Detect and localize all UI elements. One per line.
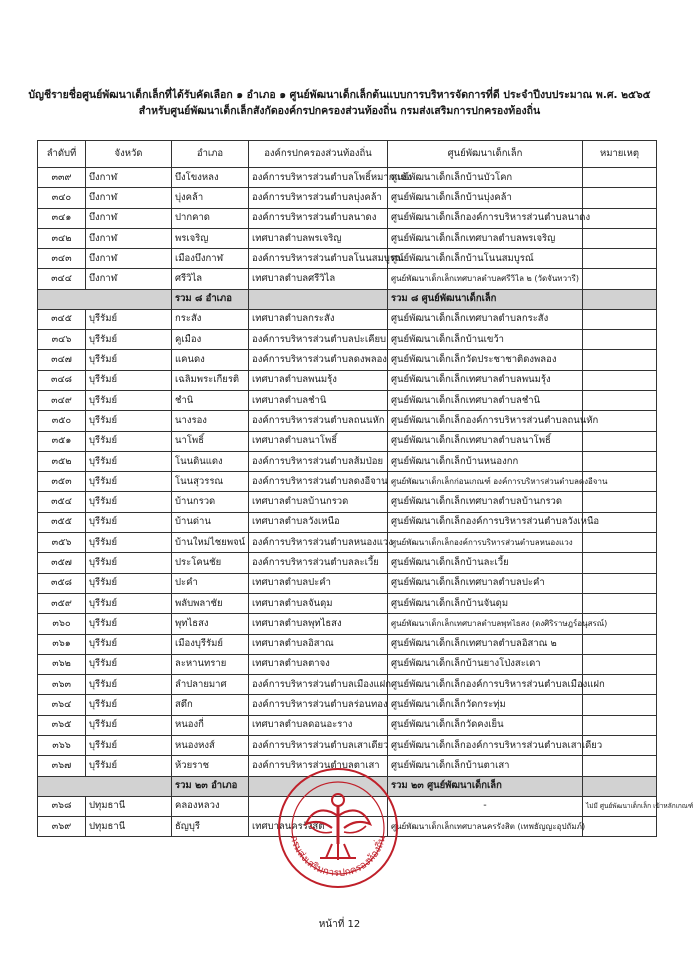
cell-no: ๓๓๙ (38, 168, 86, 188)
cell-no: ๓๕๑ (38, 431, 86, 451)
cell-lao: องค์การบริหารส่วนตำบลดงพลอง (249, 350, 388, 370)
cell-district: บุ่งคล้า (172, 188, 249, 208)
cell-province: บุรีรัมย์ (86, 695, 172, 715)
cell-center: ศูนย์พัฒนาเด็กเล็กบ้านเขว้า (388, 330, 583, 350)
table-row (38, 370, 657, 390)
cell-no: ๓๔๙ (38, 390, 86, 410)
cell-district: โนนสุวรรณ (172, 472, 249, 492)
cell-center: ศูนย์พัฒนาเด็กเล็กเทศบาลตำบลพุทไธสง (ดงศิริราษฎร์อนุสรณ์) (388, 614, 583, 634)
cell-lao: องค์การบริหารส่วนตำบลโนนสมบูรณ์ (249, 249, 388, 269)
cell-no: ๓๕๔ (38, 492, 86, 512)
table-row (38, 675, 657, 695)
cell-district: บึงโขงหลง (172, 168, 249, 188)
cell-center: ศูนย์พัฒนาเด็กเล็กเทศบาลตำบลกระสัง (388, 309, 583, 329)
subtotal-blank (38, 776, 172, 796)
cell-district: บ้านด่าน (172, 512, 249, 532)
cell-district: ศรีวิไล (172, 269, 249, 289)
cell-district: ละหานทราย (172, 654, 249, 674)
cell-lao: เทศบาลตำบลนาโพธิ์ (249, 431, 388, 451)
cell-note (583, 593, 657, 613)
cell-no: ๓๕๕ (38, 512, 86, 532)
cell-no: ๓๔๐ (38, 188, 86, 208)
cell-province: ปทุมธานี (86, 796, 172, 816)
cell-center: ศูนย์พัฒนาเด็กเล็กวัดคงเย็น (388, 715, 583, 735)
col-header-no: ลำดับที่ (38, 141, 86, 168)
cell-center: ศูนย์พัฒนาเด็กเล็กบ้านตาเสา (388, 756, 583, 776)
cell-district: บ้านใหม่ไชยพจน์ (172, 533, 249, 553)
cell-district: หนองกี่ (172, 715, 249, 735)
cell-province: ปทุมธานี (86, 816, 172, 836)
cell-province: บุรีรัมย์ (86, 573, 172, 593)
cell-no: ๓๕๒ (38, 451, 86, 471)
cell-district: บ้านกรวด (172, 492, 249, 512)
cell-district: ลำปลายมาศ (172, 675, 249, 695)
cell-district: เฉลิมพระเกียรติ (172, 370, 249, 390)
cell-district: ปากคาด (172, 208, 249, 228)
cell-lao: องค์การบริหารส่วนตำบลหนองแวง (249, 533, 388, 553)
cell-province: บุรีรัมย์ (86, 756, 172, 776)
cell-district: ปะคำ (172, 573, 249, 593)
subtotal-blank (38, 289, 172, 309)
cell-center: ศูนย์พัฒนาเด็กเล็กก่อนเกณฑ์ องค์การบริหารส่วนตำบลดงอีจาน (388, 472, 583, 492)
subtotal-blank (249, 289, 388, 309)
table-row (38, 269, 657, 289)
cell-note (583, 492, 657, 512)
cell-province: บุรีรัมย์ (86, 431, 172, 451)
cell-center: ศูนย์พัฒนาเด็กเล็กองค์การบริหารส่วนตำบลเมืองแฝก (388, 675, 583, 695)
cell-province: บุรีรัมย์ (86, 512, 172, 532)
subtotal-row (38, 289, 657, 309)
table-row (38, 634, 657, 654)
cell-note (583, 451, 657, 471)
cell-lao: เทศบาลตำบลพนมรุ้ง (249, 370, 388, 390)
cell-district: พุทไธสง (172, 614, 249, 634)
cell-province: บุรีรัมย์ (86, 451, 172, 471)
cell-note (583, 249, 657, 269)
table-row (38, 695, 657, 715)
cell-lao: เทศบาลตำบลกระสัง (249, 309, 388, 329)
col-header-note: หมายเหตุ (583, 141, 657, 168)
table-row (38, 451, 657, 471)
cell-district: โนนดินแดง (172, 451, 249, 471)
cell-note (583, 431, 657, 451)
cell-center: ศูนย์พัฒนาเด็กเล็กเทศบาลตำบลนาโพธิ์ (388, 431, 583, 451)
cell-center: ศูนย์พัฒนาเด็กเล็กเทศบาลตำบลปะคำ (388, 573, 583, 593)
cell-province: บุรีรัมย์ (86, 411, 172, 431)
cell-center: ศูนย์พัฒนาเด็กเล็กเทศบาลตำบลพรเจริญ (388, 228, 583, 248)
cell-province: บุรีรัมย์ (86, 593, 172, 613)
cell-province: บึงกาฬ (86, 188, 172, 208)
seal-org-text: กรมส่งเสริมการปกครองท้องถิ่น (287, 834, 389, 880)
cell-province: บึงกาฬ (86, 168, 172, 188)
cell-district: เมืองบึงกาฬ (172, 249, 249, 269)
cell-center: ศูนย์พัฒนาเด็กเล็กบ้านหนองกก (388, 451, 583, 471)
cell-center: ศูนย์พัฒนาเด็กเล็กเทศบาลตำบลอิสาณ ๒ (388, 634, 583, 654)
cell-lao: องค์การบริหารส่วนตำบลร่อนทอง (249, 695, 388, 715)
cell-lao: เทศบาลตำบลวังเหนือ (249, 512, 388, 532)
table-row (38, 431, 657, 451)
cell-district: พลับพลาชัย (172, 593, 249, 613)
table-row (38, 390, 657, 410)
cell-note (583, 553, 657, 573)
cell-note (583, 756, 657, 776)
cell-province: บุรีรัมย์ (86, 654, 172, 674)
cell-center: - (388, 796, 583, 816)
cell-province: บึงกาฬ (86, 249, 172, 269)
page-number: หน้าที่ 12 (318, 919, 361, 930)
cell-note (583, 269, 657, 289)
cell-lao: เทศบาลตำบลตาจง (249, 654, 388, 674)
center-list-table (37, 140, 693, 837)
table-row (38, 168, 657, 188)
table-row (38, 593, 657, 613)
cell-district: ธัญบุรี (172, 816, 249, 836)
cell-province: บุรีรัมย์ (86, 309, 172, 329)
table-row (38, 492, 657, 512)
subtotal-center-count: รวม ๒๓ ศูนย์พัฒนาเด็กเล็ก (388, 776, 583, 796)
cell-province: บุรีรัมย์ (86, 614, 172, 634)
cell-center: ศูนย์พัฒนาเด็กเล็กบ้านบุ่งคล้า (388, 188, 583, 208)
cell-lao: เทศบาลตำบลปะคำ (249, 573, 388, 593)
cell-note (583, 168, 657, 188)
cell-lao: องค์การบริหารส่วนตำบลบุ่งคล้า (249, 188, 388, 208)
cell-lao: เทศบาลตำบลชำนิ (249, 390, 388, 410)
cell-no: ๓๖๔ (38, 695, 86, 715)
cell-note (583, 715, 657, 735)
cell-lao: องค์การบริหารส่วนตำบลเมืองแฝก (249, 675, 388, 695)
cell-lao: องค์การบริหารส่วนตำบลตาเสา (249, 756, 388, 776)
table-row (38, 330, 657, 350)
cell-note (583, 390, 657, 410)
cell-note (583, 695, 657, 715)
cell-lao: เทศบาลตำบลดอนอะราง (249, 715, 388, 735)
cell-district: เมืองบุรีรัมย์ (172, 634, 249, 654)
cell-no: ๓๔๗ (38, 350, 86, 370)
cell-lao: องค์การบริหารส่วนตำบลละเวี้ย (249, 553, 388, 573)
cell-note (583, 533, 657, 553)
table-body (38, 168, 693, 837)
cell-no: ๓๖๗ (38, 756, 86, 776)
cell-lao: องค์การบริหารส่วนตำบลนาดง (249, 208, 388, 228)
cell-lao: เทศบาลตำบลบ้านกรวด (249, 492, 388, 512)
cell-no: ๓๖๒ (38, 654, 86, 674)
subtotal-district-count: รวม ๒๓ อำเภอ (172, 776, 249, 796)
cell-district: พรเจริญ (172, 228, 249, 248)
cell-province: บึงกาฬ (86, 269, 172, 289)
cell-district: กระสัง (172, 309, 249, 329)
cell-province: บุรีรัมย์ (86, 634, 172, 654)
cell-no: ๓๖๑ (38, 634, 86, 654)
cell-no: ๓๕๘ (38, 573, 86, 593)
cell-center: ศูนย์พัฒนาเด็กเล็กบ้านยางโป่งสะเดา (388, 654, 583, 674)
cell-center: ศูนย์พัฒนาเด็กเล็กวัดประชาชาติดงพลอง (388, 350, 583, 370)
cell-district: ห้วยราช (172, 756, 249, 776)
cell-center: ศูนย์พัฒนาเด็กเล็กบ้านบัวโคก (388, 168, 583, 188)
cell-lao: องค์การบริหารส่วนตำบลโพธิ์หมากแข้ง (249, 168, 388, 188)
cell-no: ๓๔๘ (38, 370, 86, 390)
cell-province: บุรีรัมย์ (86, 736, 172, 756)
cell-province: บุรีรัมย์ (86, 492, 172, 512)
cell-note (583, 309, 657, 329)
cell-lao: เทศบาลตำบลอิสาณ (249, 634, 388, 654)
cell-no: ๓๔๕ (38, 309, 86, 329)
cell-district: นาโพธิ์ (172, 431, 249, 451)
cell-no: ๓๖๐ (38, 614, 86, 634)
cell-note (583, 228, 657, 248)
cell-district: ชำนิ (172, 390, 249, 410)
cell-no: ๓๕๓ (38, 472, 86, 492)
table-row (38, 228, 657, 248)
table-row (38, 533, 657, 553)
subtotal-blank (583, 776, 657, 796)
table-row (38, 350, 657, 370)
table-row (38, 309, 657, 329)
cell-lao: องค์การบริหารส่วนตำบลดงอีจาน (249, 472, 388, 492)
cell-province: บุรีรัมย์ (86, 390, 172, 410)
cell-center: ศูนย์พัฒนาเด็กเล็กเทศบาลตำบลพนมรุ้ง (388, 370, 583, 390)
cell-district: สตึก (172, 695, 249, 715)
cell-lao: องค์การบริหารส่วนตำบลถนนหัก (249, 411, 388, 431)
col-header-province: จังหวัด (86, 141, 172, 168)
cell-center: ศูนย์พัฒนาเด็กเล็กบ้านจันดุม (388, 593, 583, 613)
cell-center: ศูนย์พัฒนาเด็กเล็กวัดกระทุ่ม (388, 695, 583, 715)
cell-province: บุรีรัมย์ (86, 533, 172, 553)
cell-center: ศูนย์พัฒนาเด็กเล็กองค์การบริหารส่วนตำบลถนนหัก (388, 411, 583, 431)
cell-lao: เทศบาลนครรังสิต (249, 816, 388, 836)
cell-no: ๓๔๑ (38, 208, 86, 228)
cell-no: ๓๖๓ (38, 675, 86, 695)
cell-note (583, 330, 657, 350)
cell-province: บุรีรัมย์ (86, 472, 172, 492)
cell-lao: เทศบาลตำบลจันดุม (249, 593, 388, 613)
table-row (38, 573, 657, 593)
subtotal-center-count: รวม ๘ ศูนย์พัฒนาเด็กเล็ก (388, 289, 583, 309)
table-row (38, 249, 657, 269)
cell-no: ๓๕๙ (38, 593, 86, 613)
subtotal-district-count: รวม ๘ อำเภอ (172, 289, 249, 309)
cell-district: หนองหงส์ (172, 736, 249, 756)
cell-district: ประโคนชัย (172, 553, 249, 573)
cell-no: ๓๕๐ (38, 411, 86, 431)
table-row (38, 472, 657, 492)
cell-center: ศูนย์พัฒนาเด็กเล็กองค์การบริหารส่วนตำบลเสาเดียว (388, 736, 583, 756)
cell-note (583, 188, 657, 208)
table-row (38, 715, 657, 735)
cell-center: ศูนย์พัฒนาเด็กเล็กองค์การบริหารส่วนตำบลนาดง (388, 208, 583, 228)
cell-lao: องค์การบริหารส่วนตำบลส้มป่อย (249, 451, 388, 471)
cell-no: ๓๔๔ (38, 269, 86, 289)
cell-note (583, 370, 657, 390)
cell-no: ๓๖๙ (38, 816, 86, 836)
cell-note (583, 350, 657, 370)
cell-lao: องค์การบริหารส่วนตำบลปะเคียบ (249, 330, 388, 350)
cell-district: นางรอง (172, 411, 249, 431)
table-row (38, 411, 657, 431)
document-title: บัญชีรายชื่อศูนย์พัฒนาเด็กเล็กที่ได้รับคัดเลือก ๑ อำเภอ ๑ ศูนย์พัฒนาเด็กเล็กต้นแบบการบริหารจัดการที่ดี ประจำปีงบประมาณ พ.ศ. ๒๕๖๕ (28, 89, 651, 101)
cell-province: บุรีรัมย์ (86, 350, 172, 370)
cell-province: บึงกาฬ (86, 208, 172, 228)
cell-note (583, 654, 657, 674)
cell-no: ๓๔๒ (38, 228, 86, 248)
cell-no: ๓๖๖ (38, 736, 86, 756)
table-header-row (38, 141, 657, 168)
cell-note (583, 208, 657, 228)
cell-province: บึงกาฬ (86, 228, 172, 248)
document-subtitle: สำหรับศูนย์พัฒนาเด็กเล็กสังกัดองค์กรปกครองส่วนท้องถิ่น กรมส่งเสริมการปกครองท้องถิ่น (138, 105, 541, 117)
cell-no: ๓๕๗ (38, 553, 86, 573)
cell-center: ศูนย์พัฒนาเด็กเล็กเทศบาลนครรังสิต (เทพธัญญะอุปถัมภ์) (388, 816, 583, 836)
cell-province: บุรีรัมย์ (86, 675, 172, 695)
table-row (38, 614, 657, 634)
cell-district: แคนดง (172, 350, 249, 370)
cell-province: บุรีรัมย์ (86, 715, 172, 735)
table-row (38, 188, 657, 208)
cell-center: ศูนย์พัฒนาเด็กเล็กบ้านละเวี้ย (388, 553, 583, 573)
table-row (38, 553, 657, 573)
cell-province: บุรีรัมย์ (86, 330, 172, 350)
cell-lao: เทศบาลตำบลพุทไธสง (249, 614, 388, 634)
subtotal-blank (583, 289, 657, 309)
cell-center: ศูนย์พัฒนาเด็กเล็กองค์การบริหารส่วนตำบลหนองแวง (388, 533, 583, 553)
cell-center: ศูนย์พัฒนาเด็กเล็กเทศบาลตำบลชำนิ (388, 390, 583, 410)
cell-note: ไม่มี ศูนย์พัฒนาเด็กเล็ก เข้าหลักเกณฑ์ (583, 796, 657, 816)
cell-note (583, 634, 657, 654)
cell-note (583, 816, 657, 836)
cell-district: คลองหลวง (172, 796, 249, 816)
cell-note (583, 573, 657, 593)
col-header-lao: องค์กรปกครองส่วนท้องถิ่น (249, 141, 388, 168)
cell-lao: เทศบาลตำบลศรีวิไล (249, 269, 388, 289)
cell-province: บุรีรัมย์ (86, 553, 172, 573)
cell-district: คูเมือง (172, 330, 249, 350)
cell-center: ศูนย์พัฒนาเด็กเล็กบ้านโนนสมบูรณ์ (388, 249, 583, 269)
cell-center: ศูนย์พัฒนาเด็กเล็กเทศบาลตำบลบ้านกรวด (388, 492, 583, 512)
cell-lao: องค์การบริหารส่วนตำบลเสาเดียว (249, 736, 388, 756)
official-seal (276, 766, 400, 890)
cell-lao: เทศบาลตำบลพรเจริญ (249, 228, 388, 248)
cell-no: ๓๖๘ (38, 796, 86, 816)
table-row (38, 736, 657, 756)
cell-no: ๓๔๖ (38, 330, 86, 350)
cell-no: ๓๔๓ (38, 249, 86, 269)
col-header-center: ศูนย์พัฒนาเด็กเล็ก (388, 141, 583, 168)
cell-no: ๓๕๖ (38, 533, 86, 553)
cell-province: บุรีรัมย์ (86, 370, 172, 390)
cell-center: ศูนย์พัฒนาเด็กเล็กองค์การบริหารส่วนตำบลวังเหนือ (388, 512, 583, 532)
cell-center: ศูนย์พัฒนาเด็กเล็กเทศบาลตำบลศรีวิไล ๒ (วัดจันทวารี) (388, 269, 583, 289)
table-row (38, 208, 657, 228)
col-header-district: อำเภอ (172, 141, 249, 168)
table-row (38, 512, 657, 532)
table-row (38, 654, 657, 674)
cell-no: ๓๖๕ (38, 715, 86, 735)
